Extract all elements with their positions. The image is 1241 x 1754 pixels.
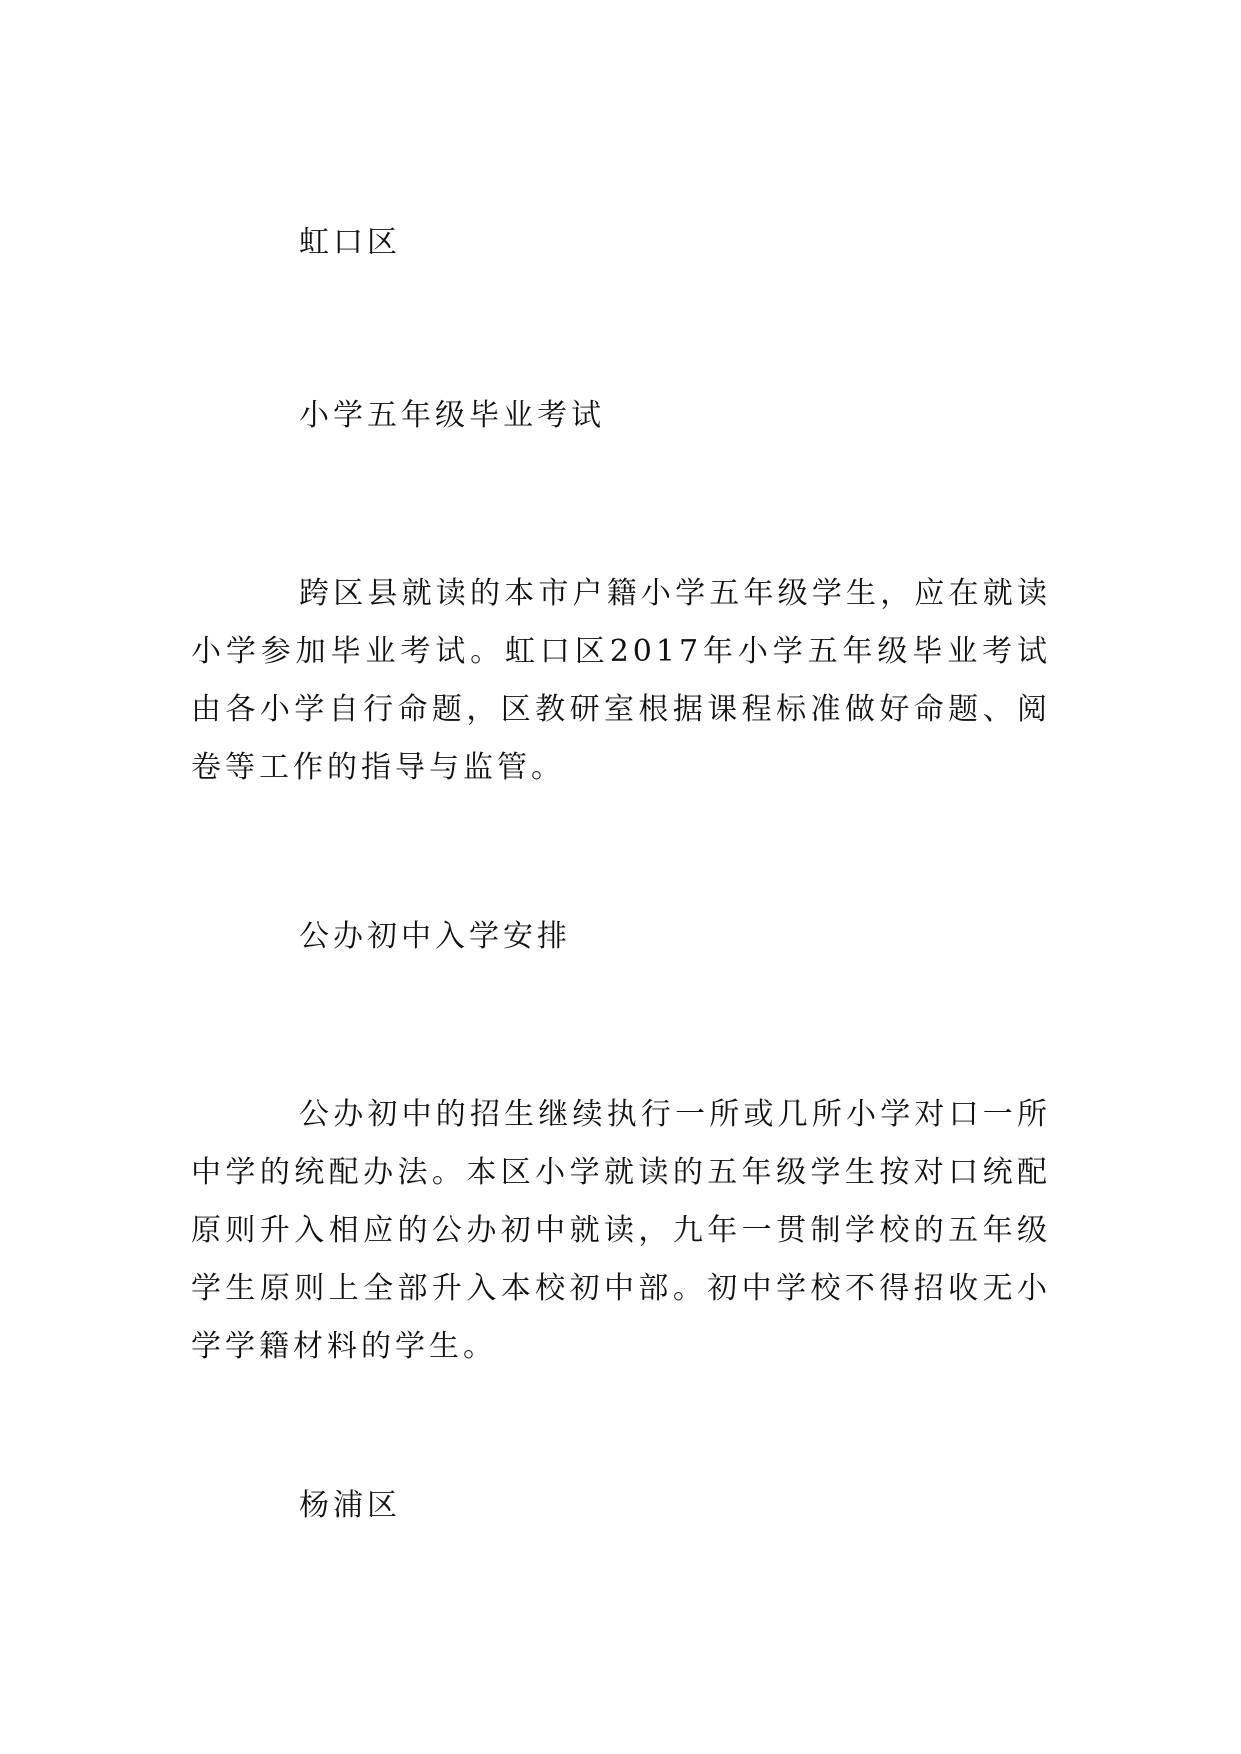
- section-heading-admission: 公办初中入学安排: [299, 919, 571, 954]
- section-heading-graduation-exam: 小学五年级毕业考试: [299, 398, 605, 433]
- district-heading-yangpu: 杨浦区: [299, 1488, 401, 1523]
- paragraph-graduation-exam: 跨区县就读的本市户籍小学五年级学生，应在就读小学参加毕业考试。虹口区2017年小学五年级毕业考试由各小学自行命题，区教研室根据课程标准做好命题、阅卷等工作的指导与监管。: [191, 576, 1051, 785]
- district-heading-hongkou: 虹口区: [299, 225, 401, 260]
- paragraph-admission: 公办初中的招生继续执行一所或几所小学对口一所中学的统配办法。本区小学就读的五年级学生按对口统配原则升入相应的公办初中就读，九年一贯制学校的五年级学生原则上全部升入本校初中部。初中学校不得招收无小学学籍材料的学生。: [191, 1097, 1051, 1364]
